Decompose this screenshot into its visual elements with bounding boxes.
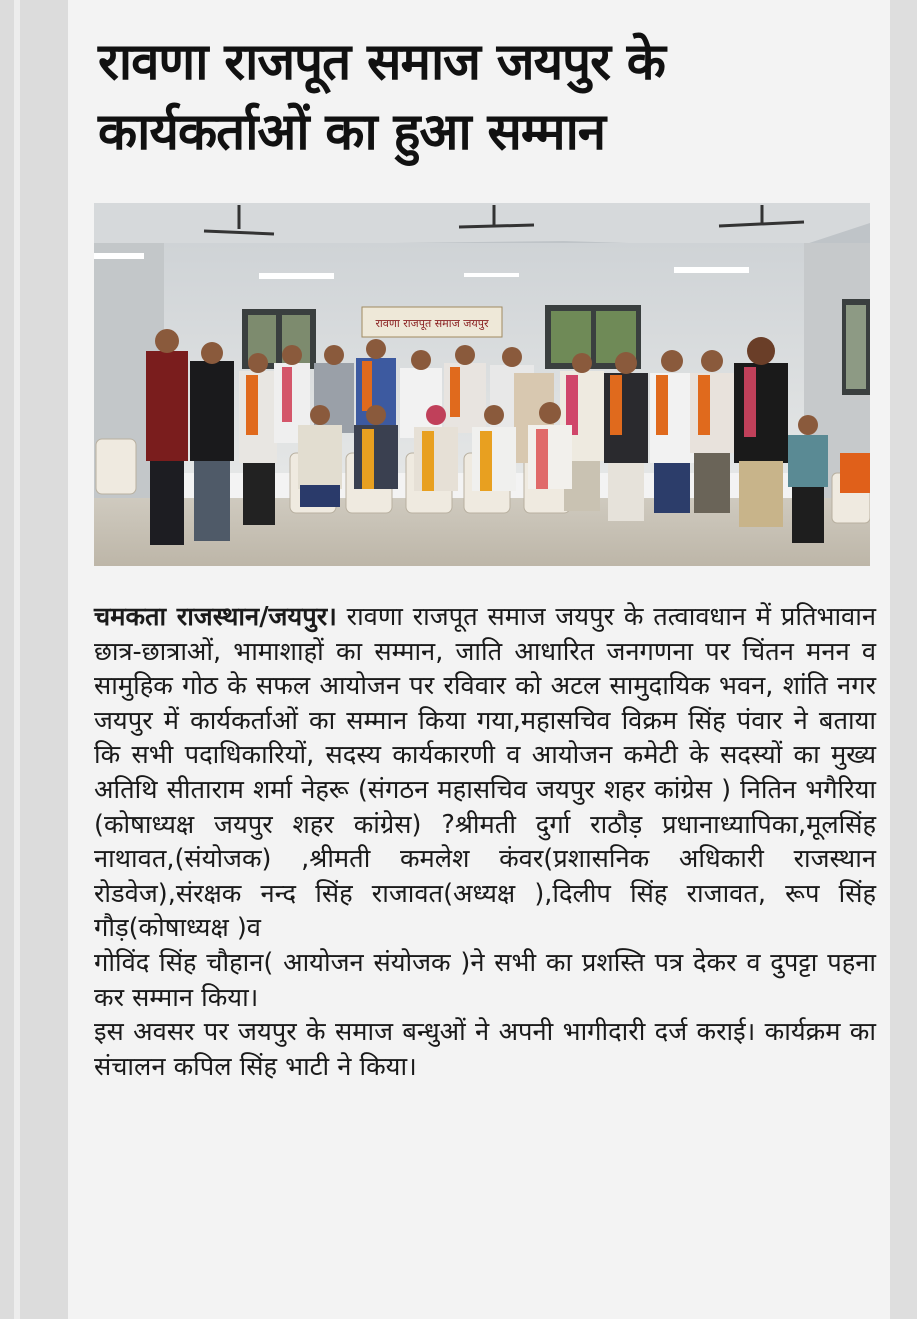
group-photo: [94, 203, 870, 566]
left-margin-strip: [14, 0, 20, 1319]
paragraph-1: [94, 600, 876, 946]
paragraph-3: इस अवसर पर जयपुर के समाज बन्धुओं ने अपनी भागीदारी दर्ज कराई। कार्यक्रम का संचालन कपिल सिंह भाटी ने किया।: [94, 1017, 876, 1082]
dateline: चमकता राजस्थान/जयपुर।: [94, 602, 337, 632]
headline: [98, 28, 858, 168]
paragraph-2: गोविंद सिंह चौहान( आयोजन संयोजक )ने सभी का प्रशस्ति पत्र देकर व दुपट्टा पहना कर सम्मान किया।: [94, 947, 876, 1013]
photo-banner-text: रावणा राजपूत समाज जयपुर: [375, 317, 489, 330]
left-margin: [0, 0, 68, 1319]
paragraph-1-text: रावणा राजपूत समाज जयपुर के तत्वावधान में प्रतिभावान छात्र-छात्राओं, भामाशाहों का सम्मान, जाति आधारित जनगणना पर चिंतन मनन व सामुहिक गोठ के सफल आयोजन पर रविवार को अटल सामुदायिक भवन, शांति नगर जयपुर में कार्यकर्ताओं का सम्मान किया गया,महासचिव विक्रम सिंह पंवार ने बताया कि सभी पदाधिकारियों, सदस्य कार्यकारणी व आयोजन कमेटी के सदस्यों का मुख्य अतिथि सीताराम शर्मा नेहरू (संगठन महासचिव जयपुर शहर कांग्रेस ) नितिन भगैरिया (कोषाध्यक्ष जयपुर शहर कांग्रेस) ?श्रीमती दुर्गा राठौड़ प्रधानाध्यापिका,मूलसिंह नाथावत,(संयोजक) ,श्रीमती कमलेश कंवर(प्रशासनिक अधिकारी राजस्थान रोडवेज),संरक्षक नन्द सिंह राजावत(अध्यक्ष ),दिलीप सिंह राजावत, रूप सिंह गौड़(कोषाध्यक्ष )व: [94, 602, 876, 944]
article-body: [94, 600, 876, 1084]
headline-line-1: रावणा राजपूत समाज जयपुर के: [98, 33, 665, 92]
right-margin: [890, 0, 917, 1319]
headline-line-2: कार्यकर्ताओं का हुआ सम्मान: [98, 103, 606, 162]
